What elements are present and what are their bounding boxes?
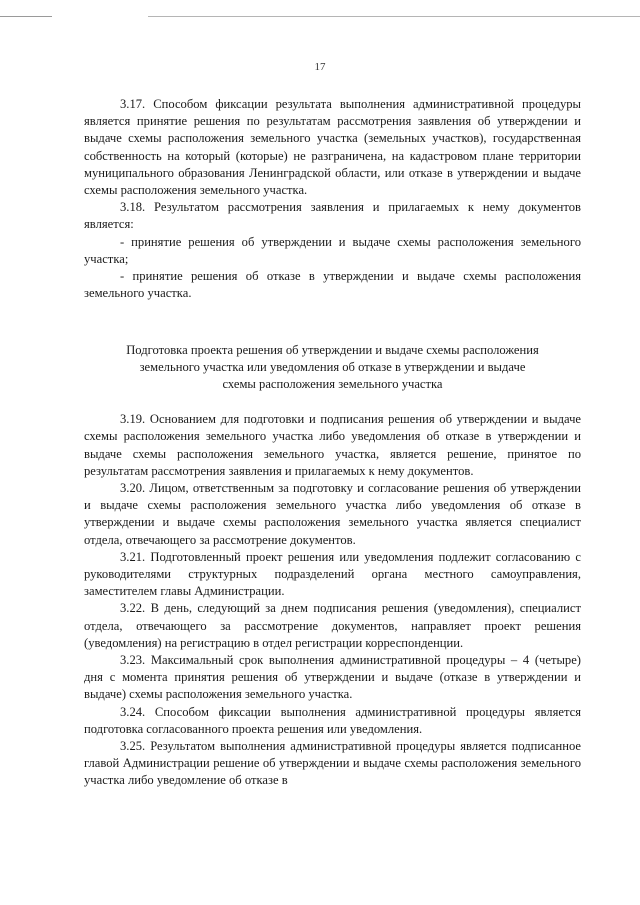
paragraph-3-21: 3.21. Подготовленный проект решения или уведомления подлежит согласованию с руководителями структурных подразделений органа местного самоуправления, заместителем главы Администрации.	[84, 549, 581, 599]
paragraph-3-23: 3.23. Максимальный срок выполнения административной процедуры – 4 (четыре) дня с момента принятия решения об утверждении и выдаче (отказе в утверждении и выдаче) схемы расположения земельного участка.	[84, 653, 581, 702]
paragraph-3-17: 3.17. Способом фиксации результата выполнения административной процедуры является принятие решения по результатам рассмотрения заявления об утверждении и выдаче схемы расположения земельного участка (земельных участков), государственная собственность на который (которые) не разграничена, на кадастровом плане территории муниципального образования Ленинградской области, или отказе в утверждении и выдаче схемы расположения земельного участка.	[84, 97, 581, 198]
paragraph-3-19: 3.19. Основанием для подготовки и подписания решения об утверждении и выдаче схемы расположения земельного участка либо уведомления об отказе в утверждении и выдаче схемы расположения земельного участка, является решение, принятое по результатам рассмотрения заявления и прилагаемых к нему документов.	[84, 412, 581, 478]
document-body	[84, 96, 581, 790]
list-item-approval: - принятие решения об утверждении и выдаче схемы расположения земельного участка;	[84, 234, 581, 266]
paragraph-3-25: 3.25. Результатом выполнения административной процедуры является подписанное главой Администрации решение об утверждении и выдаче схемы расположения земельного участка либо уведомление об отказе в	[84, 739, 581, 788]
paragraph-3-20: 3.20. Лицом, ответственным за подготовку и согласование решения об утверждении и выдаче схемы расположения земельного участка либо уведомления об отказе в утверждении и выдаче схемы расположения земельного участка является специалист отдела, отвечающего за рассмотрение документов.	[84, 481, 581, 547]
page-number: 17	[314, 61, 326, 73]
section-heading-line: земельного участка или уведомления об отказе в утверждении и выдаче	[139, 360, 526, 375]
paragraph-3-24: 3.24. Способом фиксации выполнения административной процедуры является подготовка согласованного проекта решения или уведомления.	[84, 704, 581, 736]
scan-edge-line-left	[0, 16, 52, 17]
section-heading	[84, 342, 581, 392]
section-heading-line: Подготовка проекта решения об утверждении и выдаче схемы расположения	[126, 343, 539, 358]
paragraph-3-22: 3.22. В день, следующий за днем подписания решения (уведомления), специалист отдела, отвечающего за рассмотрение документов, направляет проект решения (уведомления) на регистрацию в отдел регистрации корреспонденции.	[84, 601, 581, 650]
section-heading-line: схемы расположения земельного участка	[222, 376, 443, 391]
list-item-refusal: - принятие решения об отказе в утверждении и выдаче схемы расположения земельного участка.	[84, 269, 581, 301]
scan-edge-line-right	[148, 16, 640, 17]
paragraph-3-18: 3.18. Результатом рассмотрения заявления и прилагаемых к нему документов является:	[84, 200, 581, 232]
